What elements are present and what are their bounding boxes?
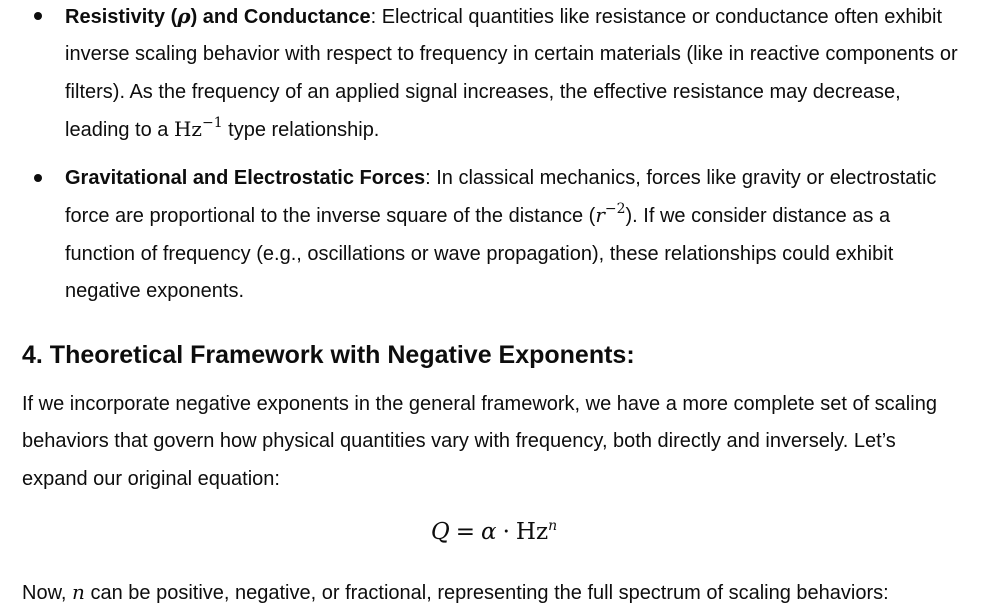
list-item-resistivity	[0, 0, 988, 149]
r-symbol: r	[595, 203, 605, 228]
term-resistivity	[65, 6, 371, 28]
bullet-text-after: ). If we consider distance as a function of frequency (e.g., oscillations or wave propagation), these relationships could exhibit negative exponents.	[65, 205, 894, 303]
r-exponent: −2	[604, 201, 626, 218]
closing-paragraph	[22, 574, 982, 612]
bullet-text-before: : Electrical quantities like resistance or conductance often exhibit inverse scaling behavior with respect to frequency in certain materials (like in reactive components or filters). As the frequency of an applied signal increases, the effective resistance may decrease, leading to a	[65, 6, 958, 141]
list-item-forces	[0, 160, 988, 310]
term-forces: Gravitational and Electrostatic Forces	[65, 167, 426, 190]
eq-exponent-symbol: n	[548, 518, 558, 534]
bullet-dot-icon	[34, 12, 42, 20]
eq-exponent	[548, 518, 557, 534]
section-heading: 4. Theoretical Framework with Negative Exponents:	[22, 341, 635, 369]
eq-dot: ·	[502, 519, 510, 545]
eq-coef: α	[481, 519, 497, 545]
eq-base: Hz	[515, 519, 549, 545]
term-prefix: Resistivity (	[65, 6, 178, 28]
main-equation	[0, 514, 988, 550]
section-intro: If we incorporate negative exponents in the general framework, we have a more complete set of scaling behaviors that govern how physical quantities vary with frequency, both directly and inversely. Let’s expand our original equation:	[22, 393, 937, 490]
n-symbol: n	[72, 580, 85, 604]
rho-symbol: ρ	[177, 4, 191, 28]
term-suffix: ) and Conductance	[190, 6, 371, 28]
hz-exponent: −1	[201, 114, 223, 131]
hz-symbol: Hz	[173, 116, 202, 141]
bullet-text-after: type relationship.	[222, 118, 380, 141]
bullet-dot-icon	[34, 174, 42, 182]
closing-before: Now,	[22, 582, 73, 604]
closing-after: can be positive, negative, or fractional, representing the full spectrum of scaling behaviors:	[84, 582, 889, 604]
eq-lhs: Q	[430, 519, 450, 545]
bullet-text-before: : In classical mechanics, forces like gravity or electrostatic force are proportional to the inverse square of the distance (	[65, 167, 937, 228]
eq-equals: =	[455, 519, 476, 545]
